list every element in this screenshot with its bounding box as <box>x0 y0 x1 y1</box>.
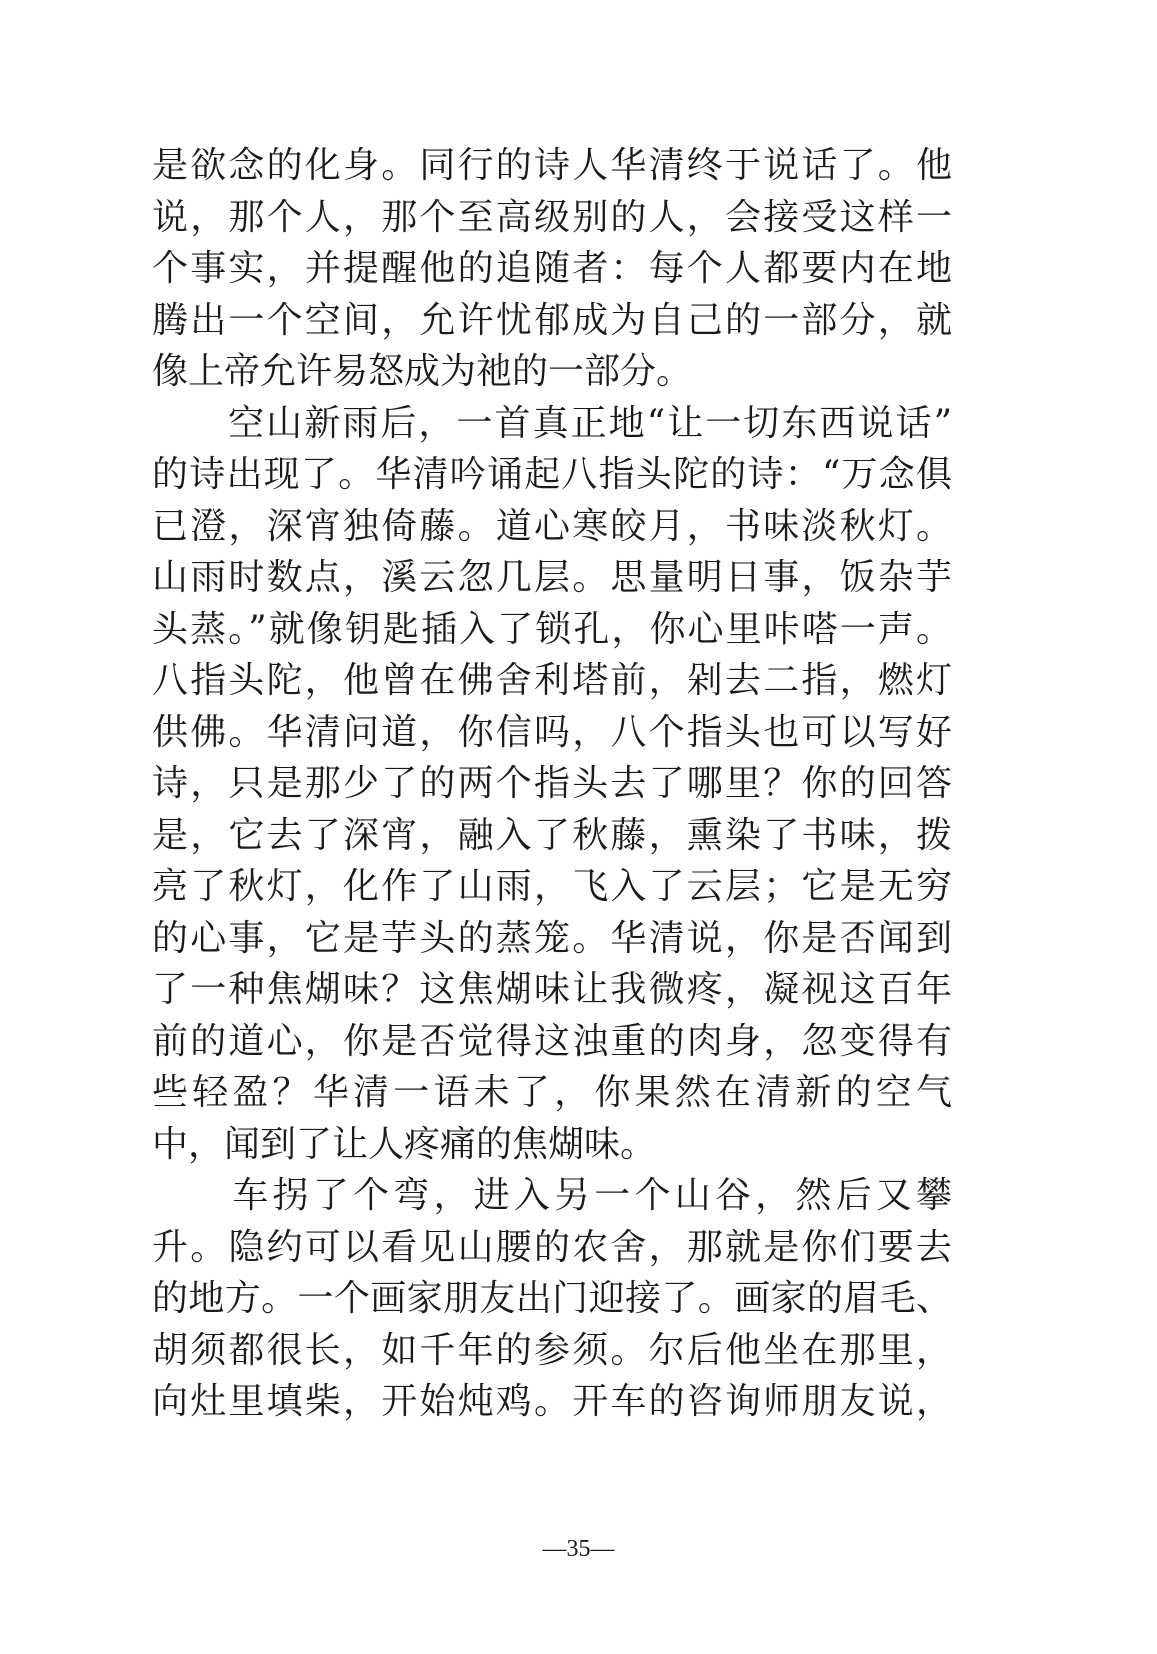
body-text <box>152 140 952 1428</box>
text-line: 前的道心，你是否觉得这浊重的肉身，忽变得有 <box>152 1020 952 1062</box>
text-line: 的心事，它是芋头的蒸笼。华清说，你是否闻到 <box>152 917 952 959</box>
text-line: 个事实，并提醒他的追随者：每个人都要内在地 <box>152 248 952 289</box>
text-line: 胡须都很长，如千年的参须。尔后他坐在那里， <box>152 1329 952 1371</box>
text-line: 诗，只是那少了的两个指头去了哪里？你的回答 <box>152 763 952 804</box>
page-number: —35— <box>542 1536 615 1562</box>
text-line: 了一种焦煳味？这焦煳味让我微疼，凝视这百年 <box>152 969 952 1010</box>
text-line: 些轻盈？华清一语未了，你果然在清新的空气 <box>152 1072 952 1113</box>
text-line: 是欲念的化身。同行的诗人华清终于说话了。他 <box>152 145 952 186</box>
text-line: 说，那个人，那个至高级别的人，会接受这样一 <box>152 196 952 238</box>
text-line: 山雨时数点，溪云忽几层。思量明日事，饭杂芋 <box>152 557 952 598</box>
text-line: 头蒸。”就像钥匙插入了锁孔，你心里咔嗒一声。 <box>152 608 952 650</box>
text-line: 中，闻到了让人疼痛的焦煳味。 <box>152 1123 657 1165</box>
text-line: 升。隐约可以看见山腰的农舍，那就是你们要去 <box>152 1226 952 1268</box>
text-line: 的地方。一个画家朋友出门迎接了。画家的眉毛、 <box>152 1278 952 1319</box>
text-line: 是，它去了深宵，融入了秋藤，熏染了书味，拨 <box>152 814 952 856</box>
text-line: 供佛。华清问道，你信吗，八个指头也可以写好 <box>152 711 952 753</box>
text-line: 的诗出现了。华清吟诵起八指头陀的诗：“万念俱 <box>152 454 952 495</box>
text-line: 车拐了个弯，进入另一个山谷，然后又攀 <box>152 1175 952 1216</box>
text-line: 空山新雨后，一首真正地“让一切东西说话” <box>152 402 952 444</box>
text-line: 像上帝允许易怒成为祂的一部分。 <box>152 351 693 392</box>
text-line: 八指头陀，他曾在佛舍利塔前，剁去二指，燃灯 <box>152 660 952 701</box>
text-line: 亮了秋灯，化作了山雨，飞入了云层；它是无穷 <box>152 866 952 907</box>
text-line: 腾出一个空间，允许忧郁成为自己的一部分，就 <box>152 299 952 341</box>
text-line: 向灶里填柴，开始炖鸡。开车的咨询师朋友说， <box>152 1381 952 1422</box>
text-line: 已澄，深宵独倚藤。道心寒皎月，书味淡秋灯。 <box>152 505 952 547</box>
